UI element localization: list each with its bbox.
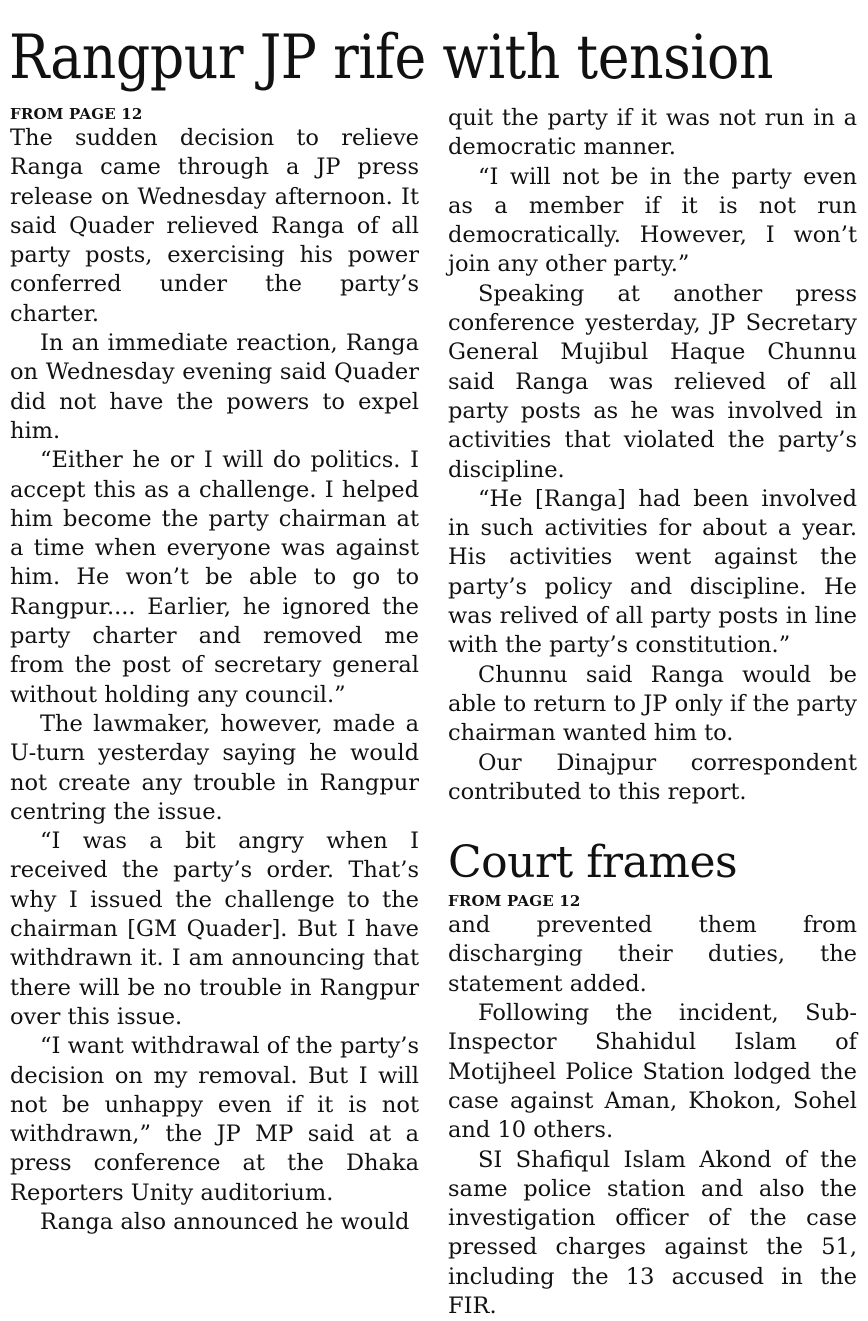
- paragraph: SI Shafiqul Islam Akond of the same police station and also the investigation officer of the case pressed charges against the 51, including the 13 accused in the FIR.: [448, 1146, 857, 1321]
- left-column: [10, 104, 419, 1237]
- second-headline: Court frames: [448, 835, 857, 891]
- jump-kicker: FROM PAGE 12: [10, 104, 419, 124]
- paragraph: quit the party if it was not run in a democratic manner.: [448, 104, 857, 163]
- paragraph: “I was a bit angry when I received the party’s order. That’s why I issued the challenge to the chairman [GM Quader]. But I have withdrawn it. I am announcing that there will be no trouble in Rangpur over this issue.: [10, 827, 419, 1032]
- paragraph: “Either he or I will do politics. I accept this as a challenge. I helped him become the party chairman at a time when everyone was against him. He won’t be able to go to Rangpur.... Earlier, he ignored the party charter and removed me from the post of secretary general without holding any council.”: [10, 446, 419, 710]
- jump-kicker: FROM PAGE 12: [448, 891, 857, 911]
- paragraph: Speaking at another press conference yesterday, JP Secretary General Mujibul Haque Chunnu said Ranga was relieved of all party posts as he was involved in activities that violated the party’s discipline.: [448, 280, 857, 485]
- paragraph: Following the incident, Sub-Inspector Shahidul Islam of Motijheel Police Station lodged the case against Aman, Khokon, Sohel and 10 others.: [448, 999, 857, 1145]
- paragraph: “I want withdrawal of the party’s decision on my removal. But I will not be unhappy even if it is not withdrawn,” the JP MP said at a press conference at the Dhaka Reporters Unity auditorium.: [10, 1032, 419, 1208]
- paragraph: “I will not be in the party even as a member if it is not run democratically. However, I won’t join any other party.”: [448, 163, 857, 280]
- paragraph: The lawmaker, however, made a U-turn yesterday saying he would not create any trouble in Rangpur centring the issue.: [10, 710, 419, 827]
- paragraph: “He [Ranga] had been involved in such activities for about a year. His activities went against the party’s policy and discipline. He was relived of all party posts in line with the party’s constitution.”: [448, 485, 857, 661]
- paragraph: and prevented them from discharging their duties, the statement added.: [448, 911, 857, 999]
- right-column: [448, 104, 857, 1321]
- paragraph: Chunnu said Ranga would be able to return to JP only if the party chairman wanted him to.: [448, 661, 857, 749]
- headline: Rangpur JP rife with tension: [9, 18, 773, 98]
- paragraph: Our Dinajpur correspondent contributed to this report.: [448, 749, 857, 808]
- paragraph: In an immediate reaction, Ranga on Wednesday evening said Quader did not have the powers to expel him.: [10, 329, 419, 446]
- paragraph: Ranga also announced he would: [10, 1208, 419, 1237]
- paragraph: The sudden decision to relieve Ranga came through a JP press release on Wednesday afternoon. It said Quader relieved Ranga of all party posts, exercising his power conferred under the party’s charter.: [10, 124, 419, 329]
